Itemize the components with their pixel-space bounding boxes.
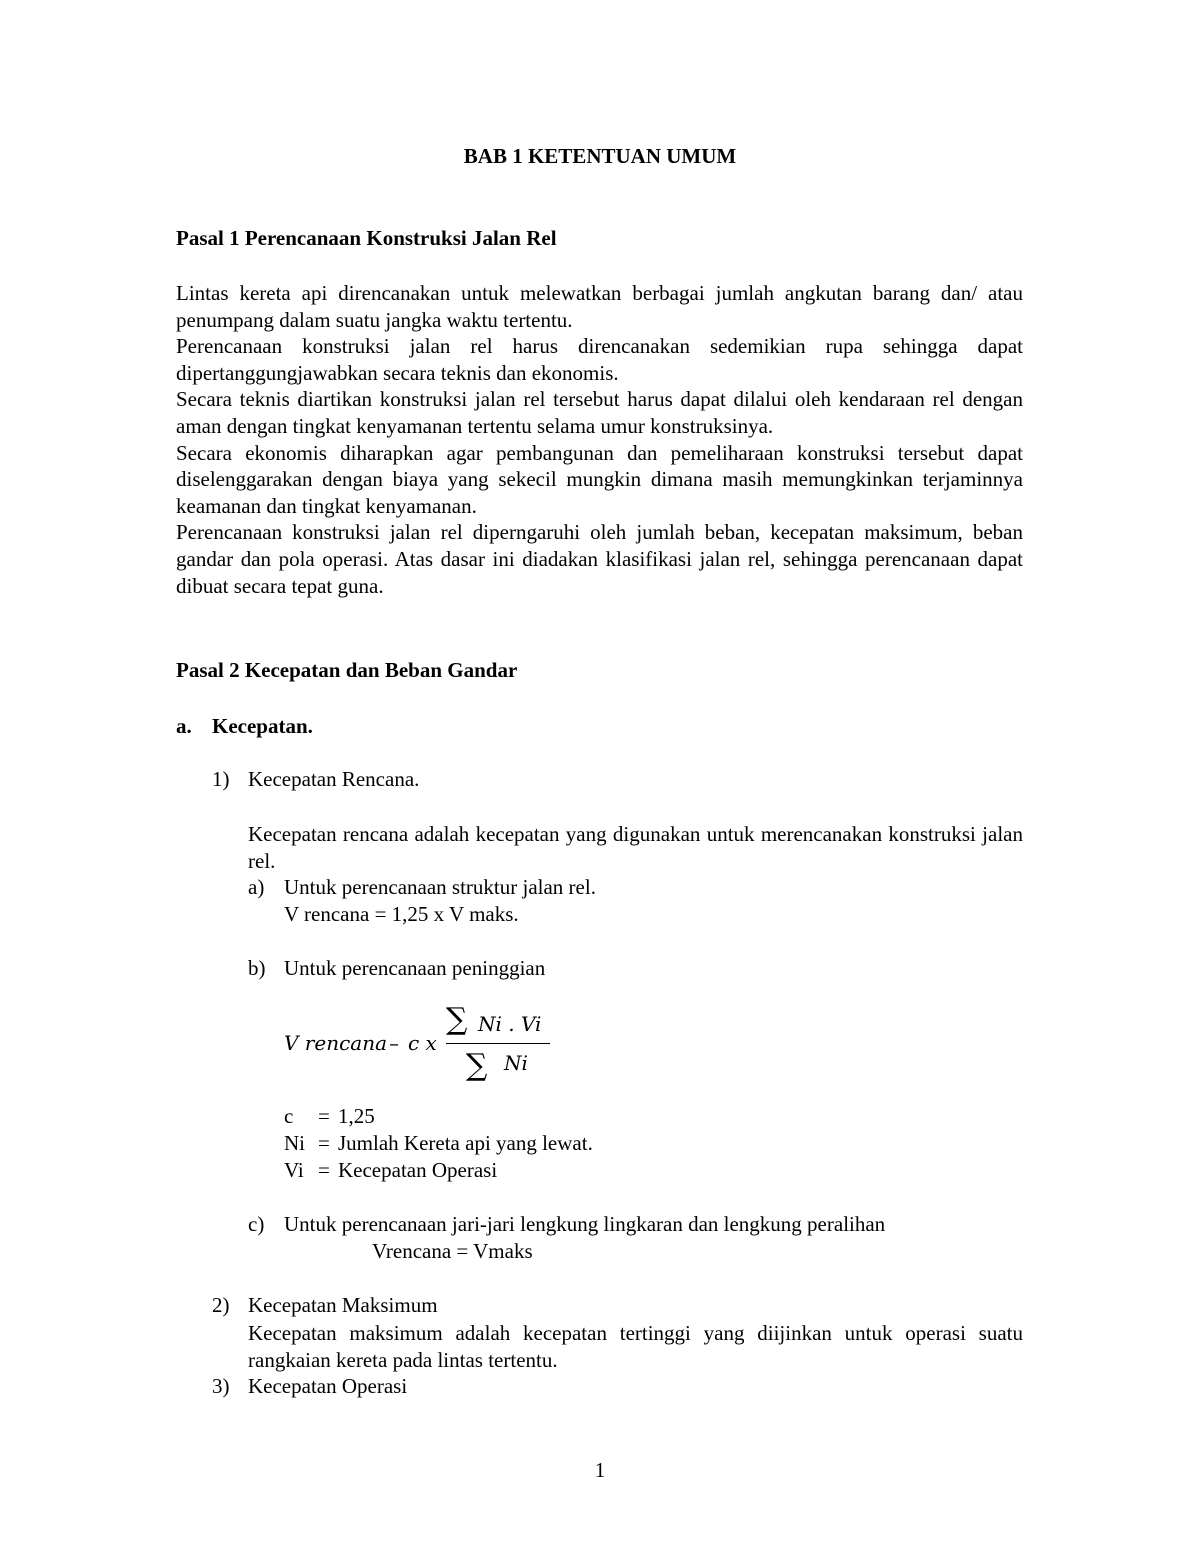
var-description: 1,25 bbox=[338, 1104, 375, 1128]
formula-coef: c x bbox=[408, 1031, 437, 1055]
var-equals: = bbox=[318, 1131, 330, 1155]
chapter-title: BAB 1 KETENTUAN UMUM bbox=[463, 144, 737, 168]
section-a-marker: a. bbox=[176, 714, 192, 738]
formula-eq: – bbox=[389, 1031, 399, 1055]
formula-numerator: Ni . Vi bbox=[478, 1012, 542, 1036]
section-a-label: Kecepatan. bbox=[212, 714, 313, 738]
var-equals: = bbox=[318, 1158, 330, 1182]
var-symbol: Ni bbox=[284, 1131, 305, 1155]
item1-label: Kecepatan Rencana. bbox=[248, 767, 420, 791]
pasal1-paragraph: Perencanaan konstruksi jalan rel harus direncanakan sedemikian rupa sehingga dapat dipertanggungjawabkan secara teknis dan ekonomis. bbox=[176, 334, 1023, 385]
var-description: Jumlah Kereta api yang lewat. bbox=[338, 1131, 593, 1155]
item2-label: Kecepatan Maksimum bbox=[248, 1293, 438, 1317]
fraction-bar bbox=[446, 1043, 550, 1044]
sub-c-formula: Vrencana = Vmaks bbox=[372, 1239, 533, 1263]
pasal1-paragraph: Secara ekonomis diharapkan agar pembangunan dan pemeliharaan konstruksi tersebut dapat diselenggarakan dengan biaya yang sekecil mungkin dimana masih memungkinkan terjaminnya keamanan dan tingkat kenyamanan. bbox=[176, 440, 1023, 518]
pasal1-heading: Pasal 1 Perencanaan Konstruksi Jalan Rel bbox=[176, 226, 557, 250]
var-equals: = bbox=[318, 1104, 330, 1128]
item1-definition: Kecepatan rencana adalah kecepatan yang digunakan untuk merencanakan konstruksi jalan rel. bbox=[248, 822, 1023, 873]
pasal1-paragraph: Secara teknis diartikan konstruksi jalan rel tersebut harus dapat dilalui oleh kendaraan rel dengan aman dengan tingkat kenyamanan tertentu selama umur konstruksinya. bbox=[176, 387, 1023, 438]
item1-marker: 1) bbox=[212, 767, 230, 791]
page-number: 1 bbox=[594, 1458, 606, 1482]
sub-b-marker: b) bbox=[248, 956, 266, 980]
sub-c-marker: c) bbox=[248, 1212, 265, 1236]
item2-definition: Kecepatan maksimum adalah kecepatan tertinggi yang diijinkan untuk operasi suatu rangkaian kereta pada lintas tertentu. bbox=[248, 1321, 1023, 1372]
formula-denominator: Ni bbox=[504, 1051, 528, 1075]
sigma-icon: ∑ bbox=[466, 1048, 488, 1083]
sub-c-text: Untuk perencanaan jari-jari lengkung lingkaran dan lengkung peralihan bbox=[284, 1212, 886, 1236]
var-symbol: Vi bbox=[284, 1158, 304, 1182]
item3-marker: 3) bbox=[212, 1374, 230, 1398]
item2-definition-block bbox=[248, 1320, 1023, 1373]
sigma-icon: ∑ bbox=[446, 1002, 468, 1037]
pasal1-paragraph: Perencanaan konstruksi jalan rel diperngaruhi oleh jumlah beban, kecepatan maksimum, beban gandar dan pola operasi. Atas dasar ini diadakan klasifikasi jalan rel, sehingga perencanaan dapat dibuat secara tepat guna. bbox=[176, 520, 1023, 598]
sub-a-formula: V rencana = 1,25 x V maks. bbox=[284, 902, 519, 926]
sub-a-text: Untuk perencanaan struktur jalan rel. bbox=[284, 875, 596, 899]
pasal1-paragraph: Lintas kereta api direncanakan untuk melewatkan berbagai jumlah angkutan barang dan/ atau penumpang dalam suatu jangka waktu tertentu. bbox=[176, 281, 1023, 332]
sub-a-marker: a) bbox=[248, 875, 265, 899]
var-description: Kecepatan Operasi bbox=[338, 1158, 498, 1182]
item3-label: Kecepatan Operasi bbox=[248, 1374, 408, 1398]
pasal1-body bbox=[176, 280, 1023, 599]
sub-b-text: Untuk perencanaan peninggian bbox=[284, 956, 546, 980]
var-symbol: c bbox=[284, 1104, 294, 1128]
pasal2-heading: Pasal 2 Kecepatan dan Beban Gandar bbox=[176, 658, 518, 682]
formula-lhs: V rencana bbox=[284, 1031, 388, 1055]
item2-marker: 2) bbox=[212, 1293, 230, 1317]
item1-definition-block bbox=[248, 821, 1023, 874]
